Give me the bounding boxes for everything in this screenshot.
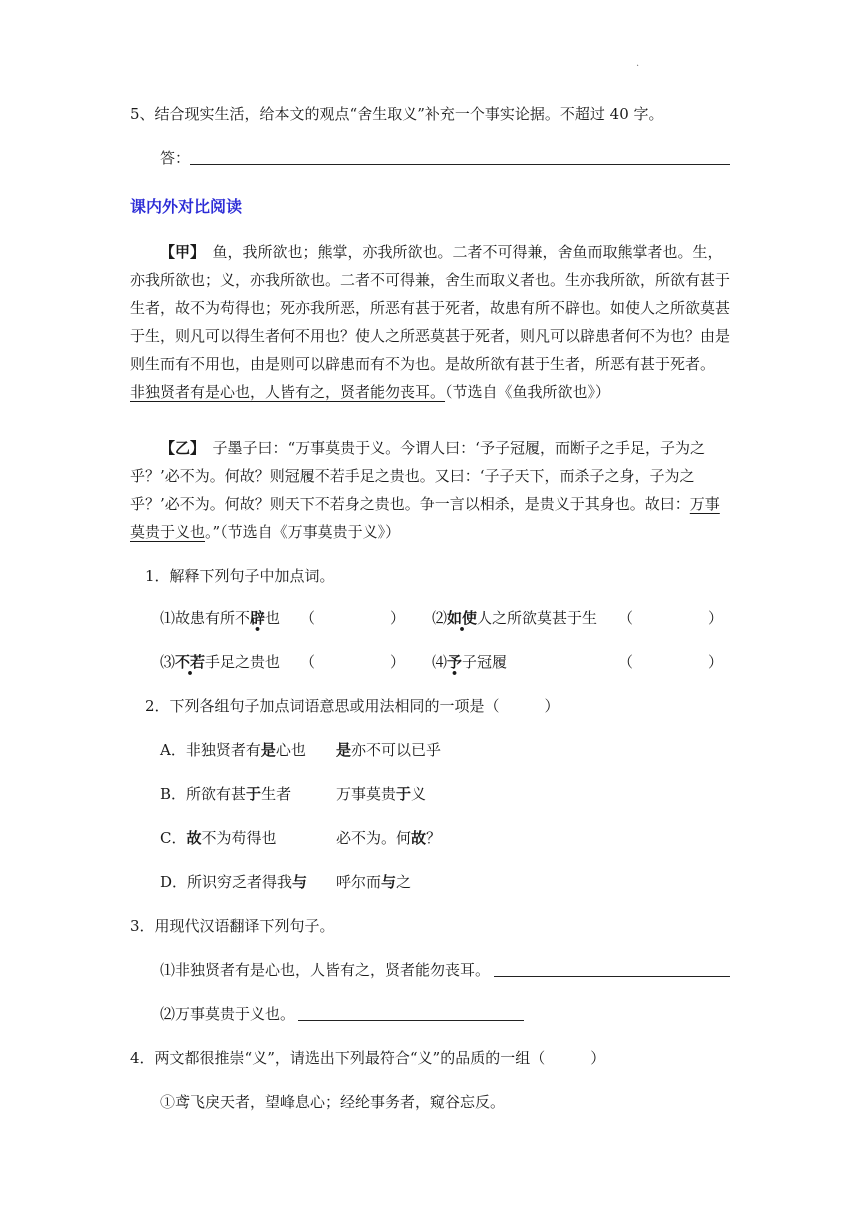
q2-option-a[interactable]: A．非独贤者有是心也 (160, 741, 306, 759)
section-title: 课内外对比阅读 (130, 197, 243, 216)
q1-item-3-emphasis: 不若 (175, 653, 206, 671)
q1-item-2-blank[interactable]: （ ） (618, 609, 724, 627)
q3-sentence-1: ⑴非独贤者有是心也，人皆有之，贤者能勿丧耳。 (160, 961, 491, 979)
passage-yi-body: 子墨子曰：“万事莫贵于义。今谓人曰：‘予子冠履，而断子之手足，子为之乎？’必不为。何故？则冠履不若手足之贵也。又曰：‘子子天下，而杀子之身，子为之乎？’必不为。何故？则天下不若身之贵也。争一言以相杀，是贵义于其身也。故曰： (130, 439, 705, 513)
passage-jia-source: （节选自《鱼我所欲也》） (445, 383, 611, 401)
q1-item-4-blank[interactable]: （ ） (618, 653, 724, 671)
question-1-title: 1．解释下列句子中加点词。 (145, 567, 335, 585)
q1-item-1-emphasis: 辟 (250, 609, 266, 627)
q4-item-1: ①鸢飞戾天者，望峰息心；经纶事务者，窥谷忘反。 (160, 1093, 506, 1111)
passage-yi-tag: 【乙】 (160, 439, 198, 457)
q3-answer-line-2[interactable] (298, 1020, 524, 1021)
q1-item-1-blank[interactable]: （ ） (300, 609, 406, 627)
q2-option-d[interactable]: D．所识穷乏者得我与 (160, 873, 308, 891)
passage-yi-tail: 。”（节选自《万事莫贵于义》） (205, 523, 401, 541)
q1-item-4-emphasis: 予 (447, 653, 463, 671)
q1-item-2-emphasis: 如使 (447, 609, 478, 627)
q2-option-a-second: 是亦不可以已乎 (336, 741, 442, 759)
passage-jia-underlined: 非独贤者有是心也，人皆有之，贤者能勿丧耳。 (130, 383, 446, 401)
answer-label: 答： (160, 149, 191, 167)
q1-item-2: ⑵如使人之所欲莫甚于生 (432, 609, 598, 627)
q1-item-1: ⑴故患有所不辟也 (160, 609, 281, 627)
question-5-text: 5、结合现实生活，给本文的观点“舍生取义”补充一个事实论据。不超过 40 字。 (130, 105, 664, 123)
page-mark: . (636, 58, 640, 69)
q2-option-b-second: 万事莫贵于义 (336, 785, 427, 803)
passage-jia-tag: 【甲】 (160, 243, 198, 261)
q3-answer-line-1[interactable] (494, 976, 730, 977)
passage-jia-body: 鱼，我所欲也；熊掌，亦我所欲也。二者不可得兼，舍鱼而取熊掌者也。生，亦我所欲也；义，亦我所欲也。二者不可得兼，舍生而取义者也。生亦我所欲，所欲有甚于生者，故不为苟得也；死亦我所恶，所恶有甚于死者，故患有所不辟也。如使人之所欲莫甚于生，则凡可以得生者何不用也？使人之所恶莫甚于死者，则凡可以辟患者何不为也？由是则生而有不用也，由是则可以辟患而有不为也。是故所欲有甚于生者，所恶有甚于死者。 (130, 243, 731, 373)
q2-option-c[interactable]: C．故不为苟得也 (160, 829, 277, 847)
q2-option-c-second: 必不为。何故？ (336, 829, 442, 847)
q3-sentence-2: ⑵万事莫贵于义也。 (160, 1005, 296, 1023)
question-3-title: 3．用现代汉语翻译下列句子。 (130, 917, 335, 935)
passage-jia (130, 238, 730, 406)
q1-item-3: ⑶不若手足之贵也 (160, 653, 281, 671)
passage-yi (130, 434, 730, 546)
q1-item-4: ⑷予子冠履 (432, 653, 508, 671)
question-4-title: 4．两文都很推崇“义”，请选出下列最符合“义”的品质的一组（ ） (130, 1049, 606, 1067)
passage-yi-underlined: 万事莫贵于义也 (130, 495, 720, 541)
q2-option-d-second: 呼尔而与之 (336, 873, 412, 891)
question-2-title: 2．下列各组句子加点词语意思或用法相同的一项是（ ） (145, 697, 560, 715)
q2-option-b[interactable]: B．所欲有甚于生者 (160, 785, 292, 803)
q1-item-3-blank[interactable]: （ ） (300, 653, 406, 671)
answer-line[interactable] (190, 164, 730, 165)
